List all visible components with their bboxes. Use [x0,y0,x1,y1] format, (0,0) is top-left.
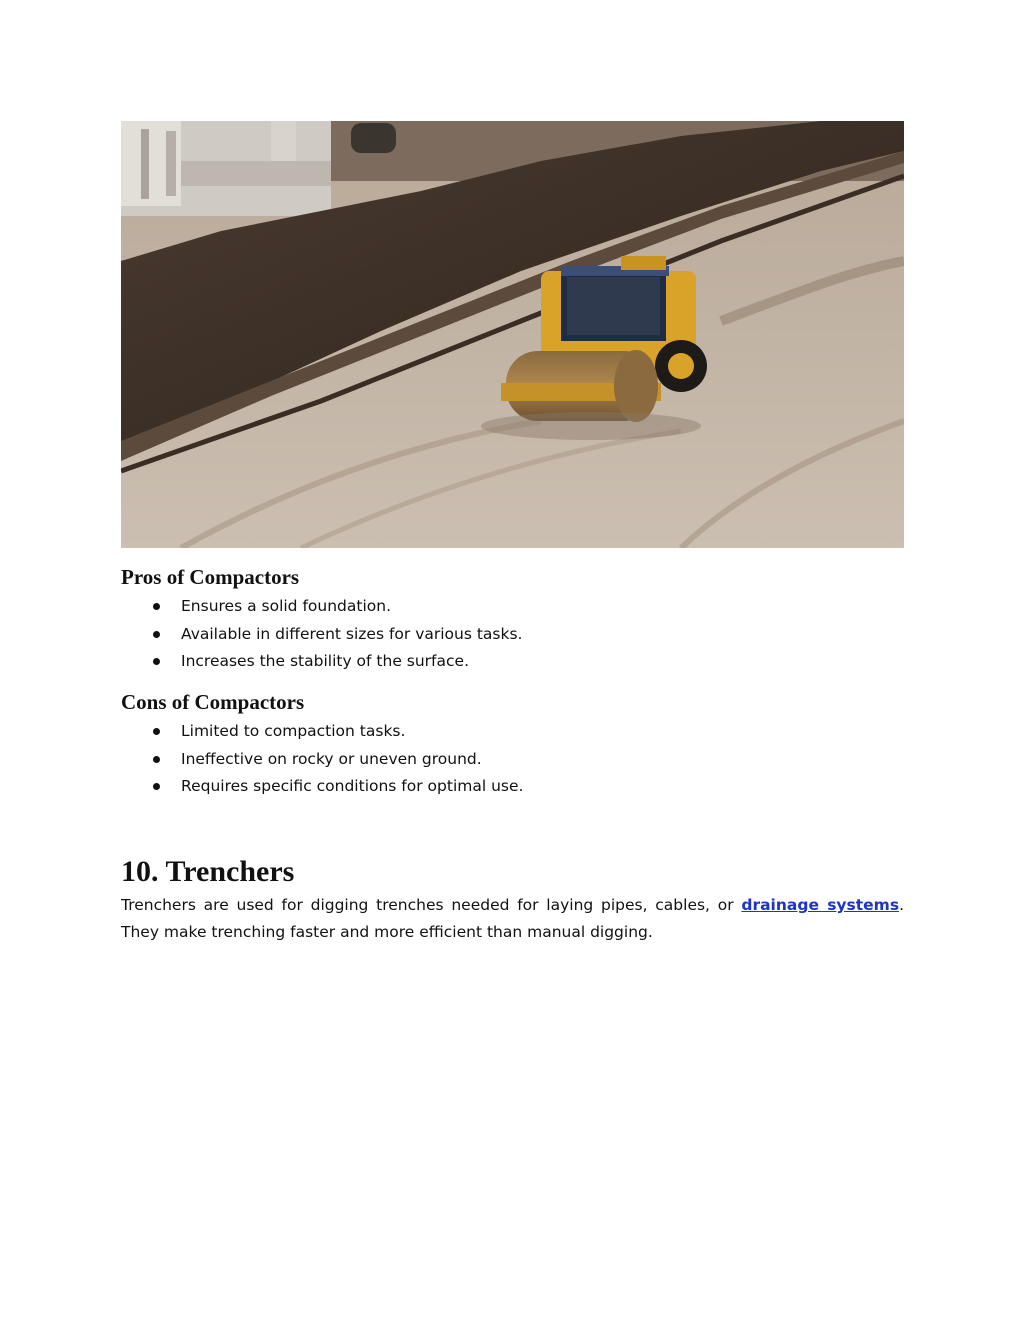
paragraph-text-end: . They make trenching faster and more efficient than manual digging. [121,896,904,941]
list-item [121,721,523,749]
pros-item-text: Available in different sizes for various tasks. [181,624,523,643]
section-paragraph [121,892,904,945]
drainage-systems-link[interactable]: drainage systems [741,896,900,914]
bullet-icon [153,783,160,790]
list-item [121,624,522,652]
cons-item-text: Ineffective on rocky or uneven ground. [181,749,482,768]
list-item [121,651,522,679]
paragraph-text-start: Trenchers are used for digging trenches needed for laying pipes, cables, or [121,896,742,914]
bullet-icon [153,728,160,735]
list-item [121,749,523,777]
cons-heading: Cons of Compactors [121,690,305,714]
pros-item-text: Increases the stability of the surface. [181,652,469,670]
pros-heading: Pros of Compactors [121,565,300,589]
cons-item-text: Requires specific conditions for optimal use. [181,777,524,795]
section-title: 10. Trenchers [121,855,295,888]
compactor-photo-illustration [121,121,904,548]
list-item [121,776,523,804]
bullet-icon [153,756,160,763]
bullet-icon [153,631,160,638]
bullet-icon [153,658,160,665]
pros-list [121,596,522,679]
pros-item-text: Ensures a solid foundation. [181,597,391,615]
compactor-photo [121,121,904,548]
cons-list [121,721,523,804]
cons-item-text: Limited to compaction tasks. [181,722,406,740]
bullet-icon [153,603,160,610]
list-item [121,596,522,624]
